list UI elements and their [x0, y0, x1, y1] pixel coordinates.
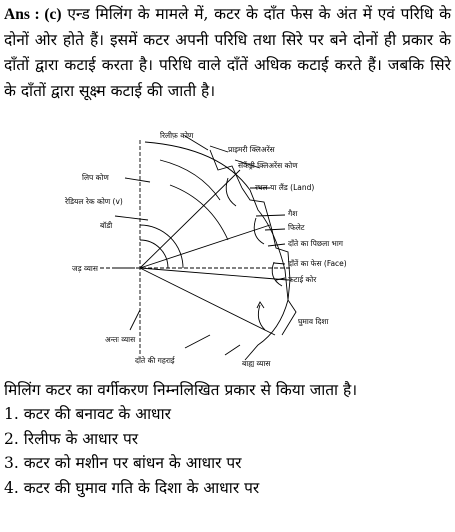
fig-label-gash: गैश	[288, 209, 298, 218]
answer-paragraph	[4, 2, 451, 104]
fig-label-tooth-face: दाँतें का फेस (Face)	[288, 259, 347, 268]
answer-lead: Ans : (c)	[4, 6, 62, 23]
fig-label-tooth-back: दाँते का पिछला भाग	[288, 239, 343, 248]
fig-label-lip-angle: लिप कोण	[82, 173, 109, 182]
fig-label-radial-rake-angle: रेडियल रेक कोण (v)	[65, 197, 123, 206]
fig-label-rotation-direction: घुमाव दिशा	[298, 317, 329, 326]
milling-cutter-diagram	[60, 130, 400, 375]
list-item: 2. रिलीफ के आधार पर	[4, 429, 139, 448]
fig-label-relief-angle: रिलीफ़ कोण	[160, 131, 194, 140]
fig-label-root-diameter: जड़ व्यास	[72, 264, 98, 273]
fig-label-outer-diameter: बाह्य व्यास	[242, 359, 271, 368]
fig-label-tooth-depth: दाँते की गहराई	[135, 356, 175, 365]
list-item: 4. कटर की घुमाव गति के दिशा के आधार पर	[4, 478, 260, 497]
fig-label-land: स्थल या लैंड (Land)	[255, 183, 315, 192]
milling-cutter-svg	[60, 130, 400, 375]
answer-text: एन्ड मिलिंग के मामले में, कटर के दाँत फेस के अंत में एवं परिधि के दोनों ओर होते हैं। इसमें कटर अपनी परिधि तथा सिरे पर बने दोनों ही प्रकार के दाँतों द्वारा कटाई करता है। परिधि वाले दाँतें अधिक कटाई करते हैं। जबकि सिरे के दाँतों द्वारा सूक्ष्म कटाई की जाती है।	[4, 5, 451, 100]
fig-label-inner-diameter: अन्तः व्यास	[105, 335, 136, 344]
fig-label-fillet: फिलेट	[288, 223, 305, 232]
list-item: 3. कटर को मशीन पर बांधन के आधार पर	[4, 454, 242, 472]
classification-intro: मिलिंग कटर का वर्गीकरण निम्नलिखित प्रकार से किया जाता है।	[4, 381, 358, 399]
classification-list	[4, 402, 451, 500]
fig-label-cutting-edge: कटाई कोर	[288, 275, 317, 284]
fig-label-primary-clearance: प्राइमरी क्लिअरेंस	[228, 145, 275, 154]
fig-label-body: बॉडी	[100, 221, 113, 230]
list-item: 1. कटर की बनावट के आधार	[4, 405, 171, 423]
fig-label-secondary-clearance-angle: सेकेंड्री क्लिअरेंस कोण	[238, 161, 298, 170]
